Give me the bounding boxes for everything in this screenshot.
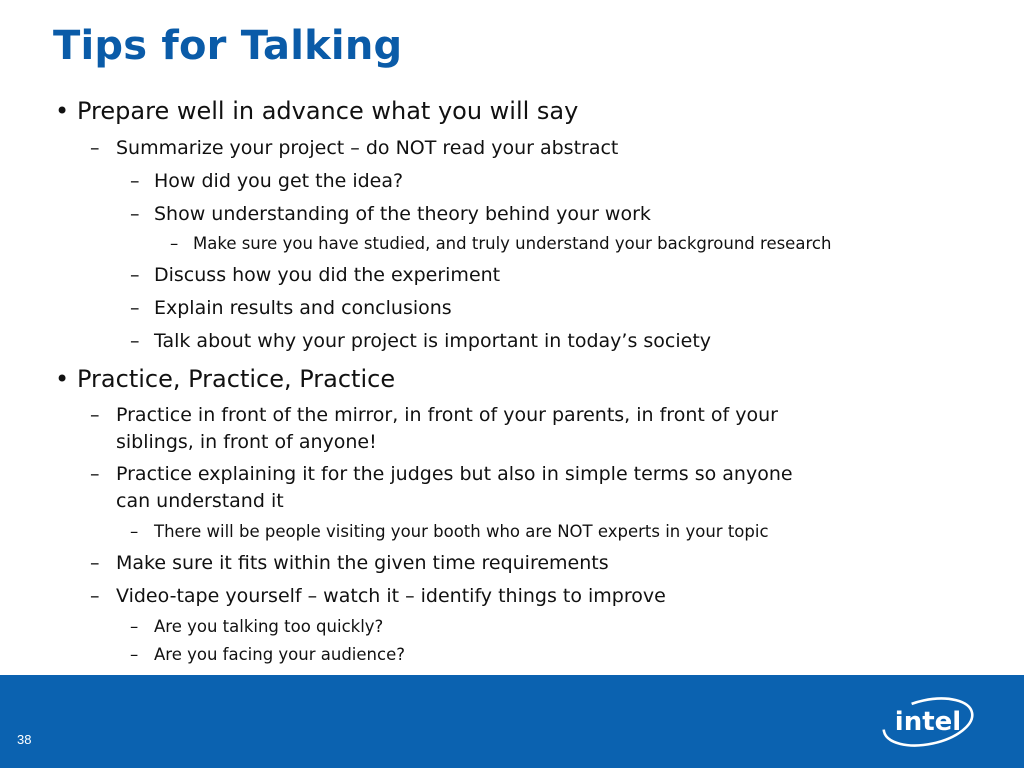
dash-marker: – — [170, 234, 179, 253]
sub-sub-item: Show understanding of the theory behind your work — [154, 203, 651, 225]
slide-title: Tips for Talking — [53, 23, 403, 69]
sub-sub-item: Discuss how you did the experiment — [154, 264, 501, 286]
level4-item: Make sure you have studied, and truly understand your background research — [193, 234, 832, 253]
dash-marker: – — [130, 522, 139, 541]
dash-marker: – — [90, 404, 100, 426]
sub-item: Practice explaining it for the judges but also in simple terms so anyone — [116, 463, 793, 485]
dash-marker: – — [130, 203, 140, 225]
footer-bar — [0, 675, 1024, 768]
sub-sub-item: Are you talking too quickly? — [154, 617, 384, 636]
dash-marker: – — [130, 297, 140, 319]
dash-marker: – — [90, 585, 100, 607]
sub-item: Video-tape yourself – watch it – identify things to improve — [116, 585, 666, 607]
page-number: 38 — [17, 732, 32, 747]
dash-marker: – — [130, 617, 139, 636]
bullet-item: Prepare well in advance what you will say — [77, 97, 579, 125]
sub-item-continuation: can understand it — [116, 490, 284, 512]
sub-sub-item: There will be people visiting your booth who are NOT experts in your topic — [154, 522, 769, 541]
bullet-marker: • — [55, 97, 70, 125]
dash-marker: – — [130, 170, 140, 192]
dash-marker: – — [130, 645, 139, 664]
dash-marker: – — [90, 137, 100, 159]
sub-item: Practice in front of the mirror, in front of your parents, in front of your — [116, 404, 778, 426]
sub-item: Make sure it fits within the given time requirements — [116, 552, 609, 574]
sub-sub-item: Talk about why your project is important in today’s society — [154, 330, 712, 352]
bullet-item: Practice, Practice, Practice — [77, 365, 396, 393]
dash-marker: – — [90, 552, 100, 574]
dash-marker: – — [130, 264, 140, 286]
sub-item-continuation: siblings, in front of anyone! — [116, 431, 377, 453]
bullet-marker: • — [55, 365, 70, 393]
dash-marker: – — [130, 330, 140, 352]
intel-logo — [878, 690, 978, 754]
logo-text: intel — [894, 707, 962, 737]
dash-marker: – — [90, 463, 100, 485]
sub-sub-item: Are you facing your audience? — [154, 645, 405, 664]
sub-sub-item: How did you get the idea? — [154, 170, 404, 192]
sub-sub-item: Explain results and conclusions — [154, 297, 452, 319]
sub-item: Summarize your project – do NOT read your abstract — [116, 137, 619, 159]
